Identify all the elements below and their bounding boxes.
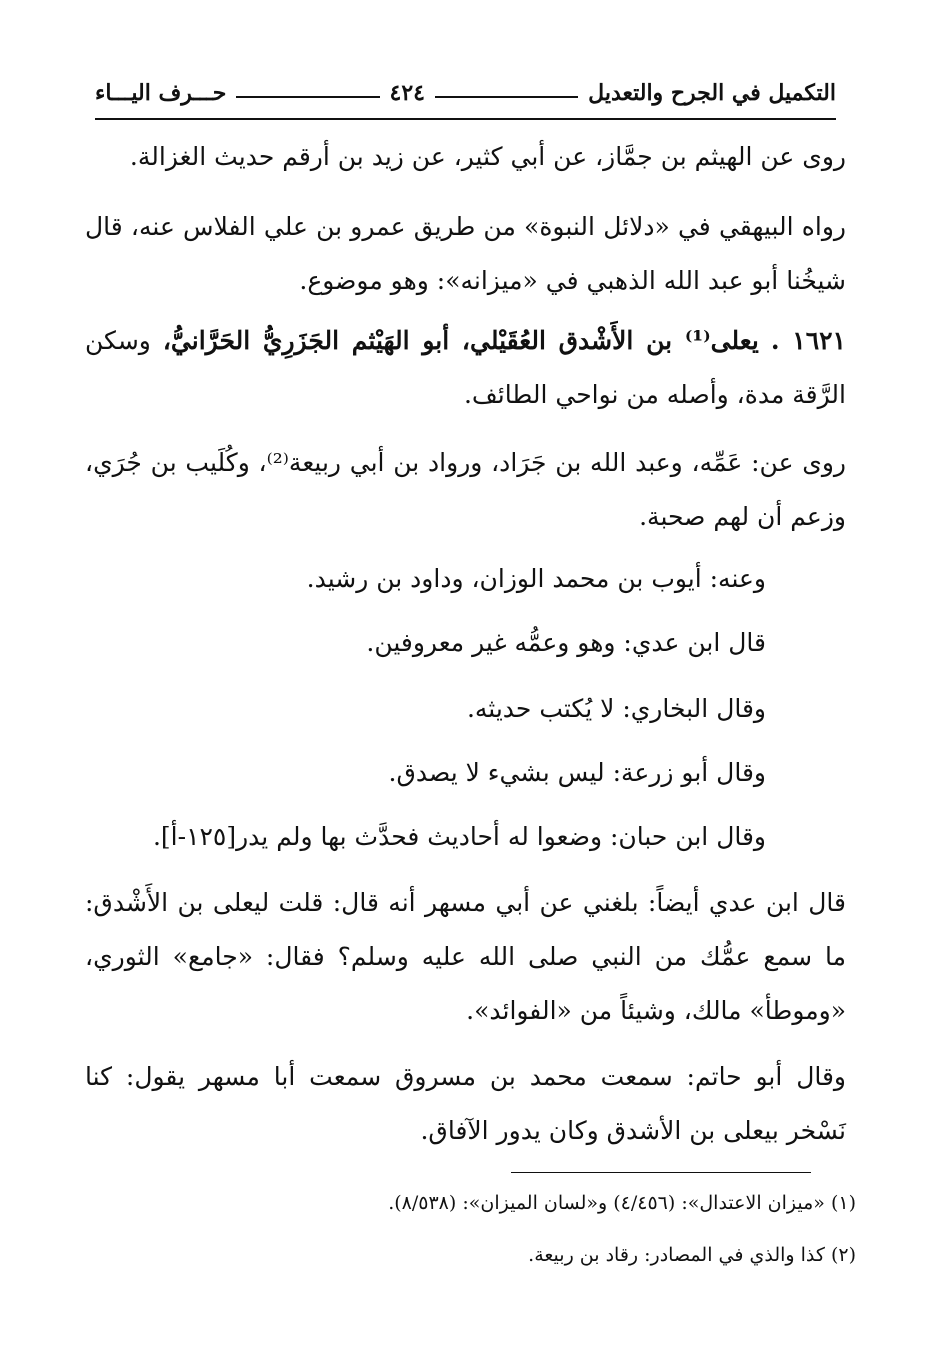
footnote: (٢) كذا والذي في المصادر: رقاد بن ربيعة.	[528, 1244, 856, 1266]
footnote-rule	[511, 1172, 811, 1173]
paragraph: رواه البيهقي في «دلائل النبوة» من طريق عمرو بن علي الفلاس عنه، قال شيخُنا أبو عبد الله الذهبي في «ميزانه»: وهو موضوع.	[85, 212, 846, 295]
entry-rest: وسكن الرَّقة مدة، وأصله من نواحي الطائف.	[85, 326, 846, 409]
paragraph: قال ابن عدي أيضاً: بلغني عن أبي مسهر أنه قال: قلت ليعلى بن الأَشْدق: ما سمع عمُّك من النبي صلى الله عليه وسلم؟ فقال: «جامع» الثوري، «وموطأ» مالك، وشيئاً من «الفوائد».	[85, 888, 846, 1025]
page-header	[95, 70, 836, 116]
chapter-title: حـــرف اليـــاء	[95, 80, 227, 106]
paragraph: وعنه: أيوب بن محمد الوزان، وداود بن رشيد.	[306, 564, 766, 593]
paragraph: وقال البخاري: لا يُكتب حديثه.	[466, 694, 766, 723]
header-dash	[435, 96, 578, 98]
entry-name: يعلى⁽¹⁾ بن الأَشْدق العُقَيْلي، أبو الهَيْثم الجَزَرِيُّ الحَرَّانيُّ،	[162, 326, 759, 355]
paragraph: وقال ابن حبان: وضعوا له أحاديث فحدَّث بها ولم يدر[١٢٥-أ].	[152, 822, 766, 851]
entry-paragraph	[85, 314, 846, 422]
header-dash	[236, 96, 379, 98]
paragraph: روى عن: عَمِّه، وعبد الله بن جَرَاد، ورواد بن أبي ربيعة⁽²⁾، وكُلَيب بن جُرَي، وزعم أن لهم صحبة.	[85, 448, 846, 531]
page-number: ٤٢٤	[389, 80, 425, 106]
paragraph: وقال أبو زرعة: ليس بشيء لا يصدق.	[388, 758, 766, 787]
paragraph: قال ابن عدي: وهو وعمُّه غير معروفين.	[366, 628, 766, 657]
paragraph: روى عن الهيثم بن جمَّاز، عن أبي كثير، عن زيد بن أرقم حديث الغزالة.	[129, 142, 846, 171]
header-rule	[95, 118, 836, 120]
footnote: (١) «ميزان الاعتدال»: (٤/٤٥٦) و«لسان الميزان»: (٨/٥٣٨).	[388, 1192, 856, 1214]
paragraph: وقال أبو حاتم: سمعت محمد بن مسروق سمعت أبا مسهر يقول: كنا نَسْخر بيعلى بن الأشدق وكان يدور الآفاق.	[85, 1062, 846, 1145]
entry-number: ١٦٢١ .	[770, 326, 846, 355]
book-title: التكميل في الجرح والتعديل	[588, 80, 836, 106]
